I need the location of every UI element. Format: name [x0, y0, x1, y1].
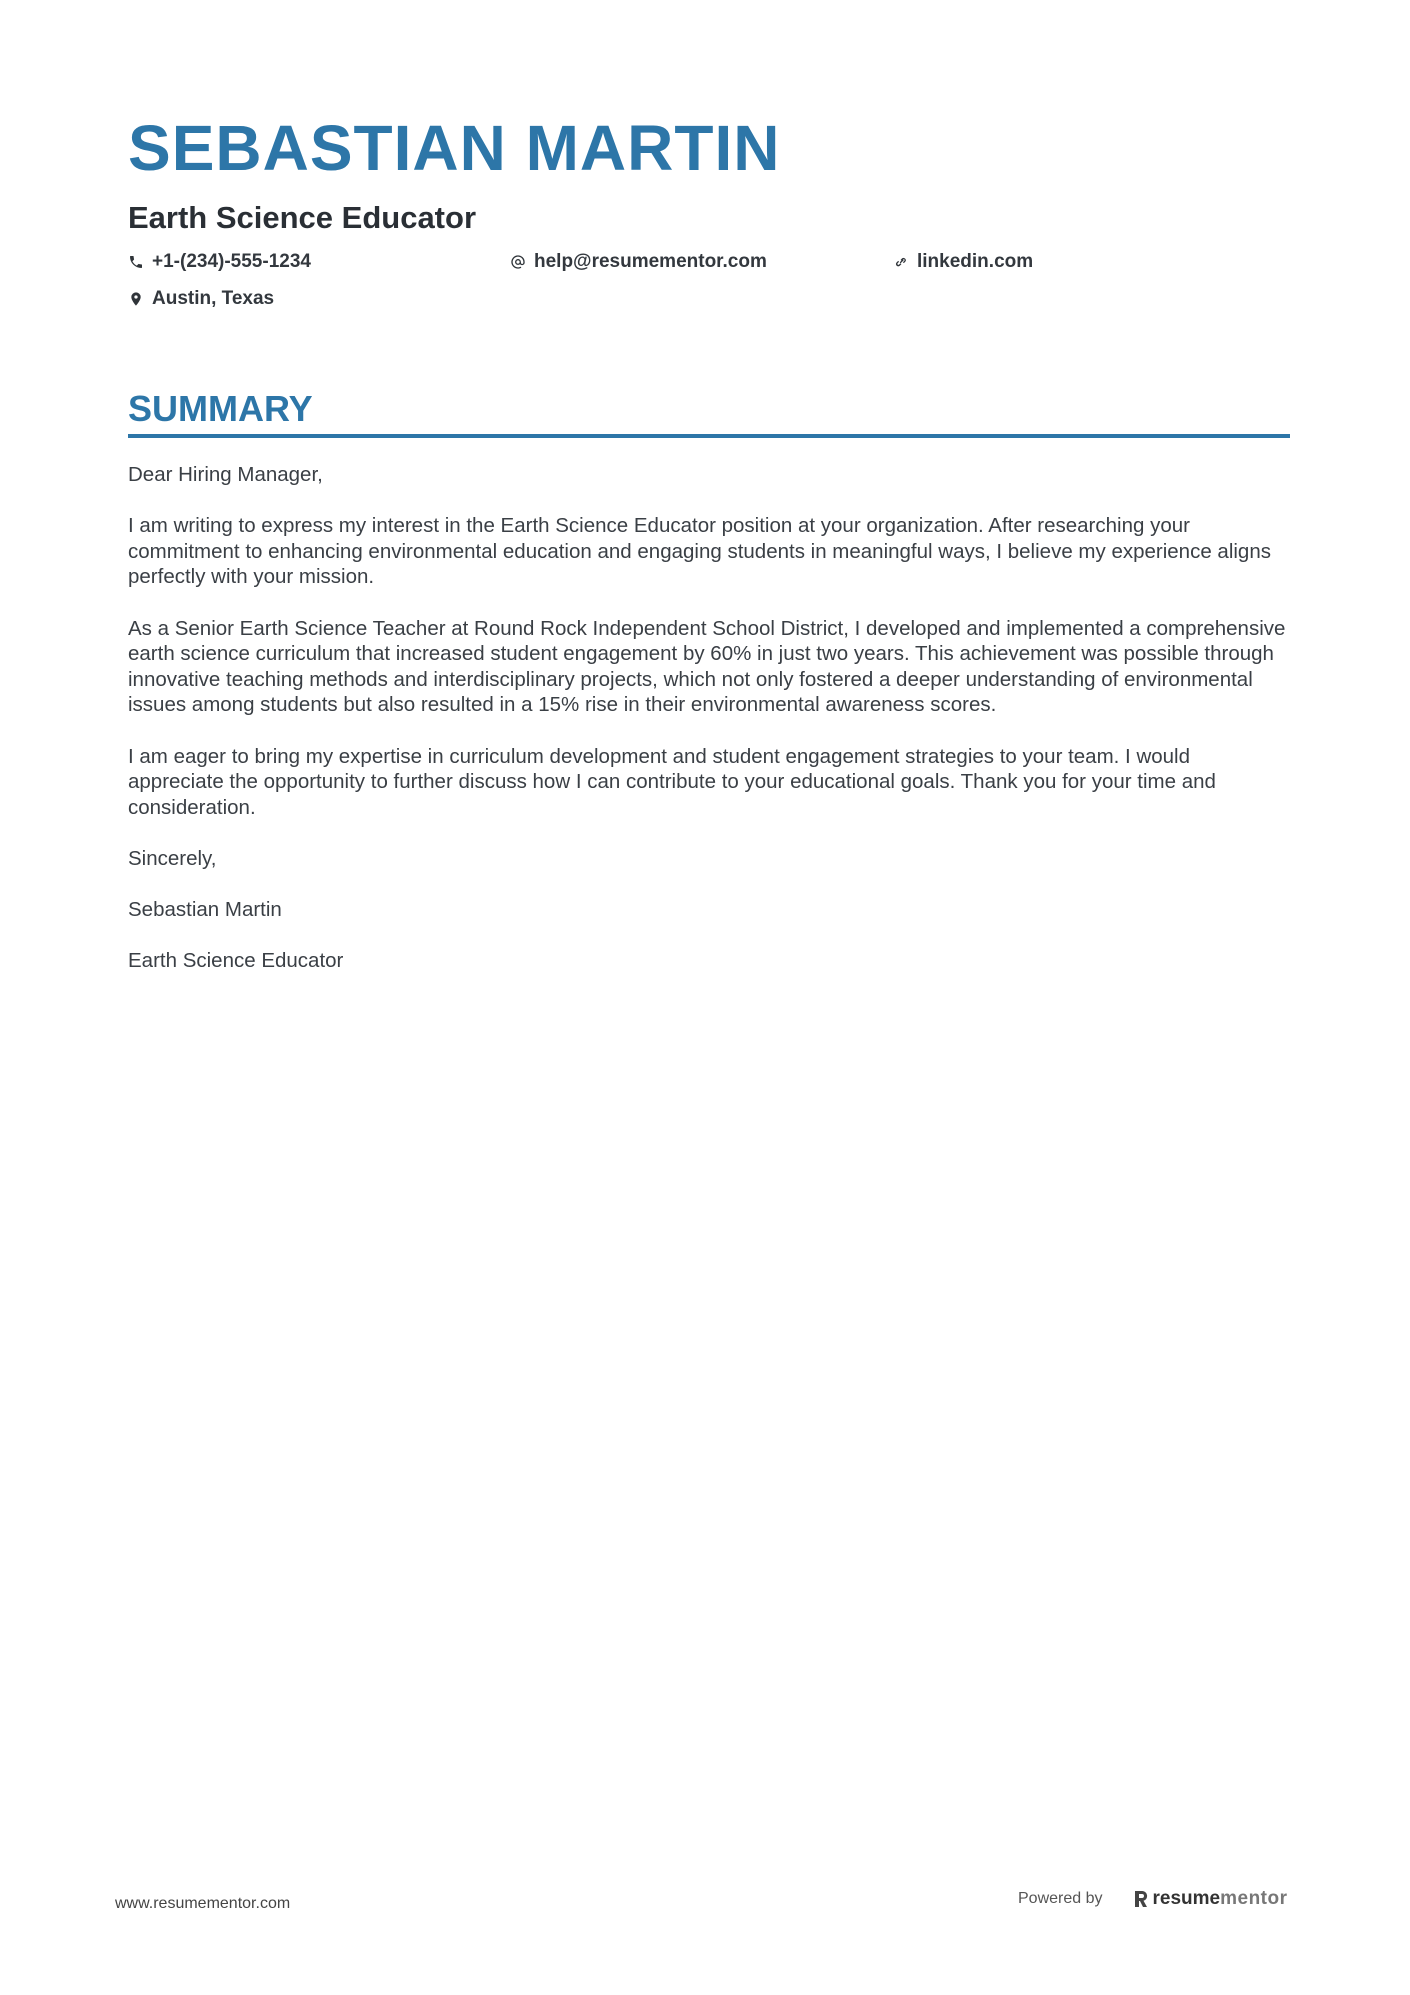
at-icon: [510, 254, 526, 270]
candidate-title: Earth Science Educator: [128, 200, 477, 235]
contact-phone: [128, 248, 311, 276]
contact-info: [128, 248, 1288, 322]
brand-name-part2: mentor: [1220, 1888, 1288, 1909]
cover-letter-body: [128, 462, 1290, 974]
resume-header: [128, 108, 1288, 322]
resumementor-logo-icon: [1133, 1890, 1149, 1908]
closing: Sincerely,: [128, 846, 217, 870]
candidate-name: SEBASTIAN MARTIN: [128, 112, 781, 184]
footer-website[interactable]: www.resumementor.com: [115, 1895, 291, 1912]
section-heading: SUMMARY: [128, 388, 313, 429]
email-text: help@resumementor.com: [534, 251, 767, 272]
map-pin-icon: [128, 291, 144, 307]
salutation: Dear Hiring Manager,: [128, 463, 323, 486]
letter-paragraph: As a Senior Earth Science Teacher at Round Rock Independent School District, I developed and implemented a comprehensive earth science curriculum that increased student engagement by 60% in just two years. This achievement was possible through innovative teaching methods and interdisciplinary projects, which not only fostered a deeper understanding of environmental issues among students but also resulted in a 15% rise in their environmental awareness scores.: [128, 616, 1286, 717]
letter-paragraph: I am eager to bring my expertise in curriculum development and student engagement strategies to your team. I would appreciate the opportunity to further discuss how I can contribute to your educational goals. Thank you for your time and consideration.: [128, 744, 1216, 819]
summary-section: [128, 386, 1290, 999]
link-icon: [893, 254, 909, 270]
signature-name: Sebastian Martin: [128, 898, 282, 922]
brand-logo[interactable]: [1133, 1888, 1288, 1910]
section-divider: [128, 434, 1290, 438]
letter-paragraph: I am writing to express my interest in the Earth Science Educator position at your organization. After researching your commitment to enhancing environmental education and engaging students in meaningful ways, I believe my experience aligns perfectly with your mission.: [128, 514, 1271, 589]
footer-powered-by: [1018, 1888, 1288, 1910]
contact-location: [128, 285, 274, 313]
brand-name-part1: resume: [1152, 1888, 1221, 1909]
contact-website[interactable]: [893, 248, 1033, 276]
location-text: Austin, Texas: [152, 288, 275, 309]
phone-icon: [128, 254, 144, 270]
phone-text: +1-(234)-555-1234: [152, 251, 311, 272]
signature-title: Earth Science Educator: [128, 949, 344, 973]
contact-email[interactable]: [510, 248, 767, 276]
website-text: linkedin.com: [917, 251, 1034, 272]
powered-by-label: Powered by: [1018, 1890, 1103, 1907]
